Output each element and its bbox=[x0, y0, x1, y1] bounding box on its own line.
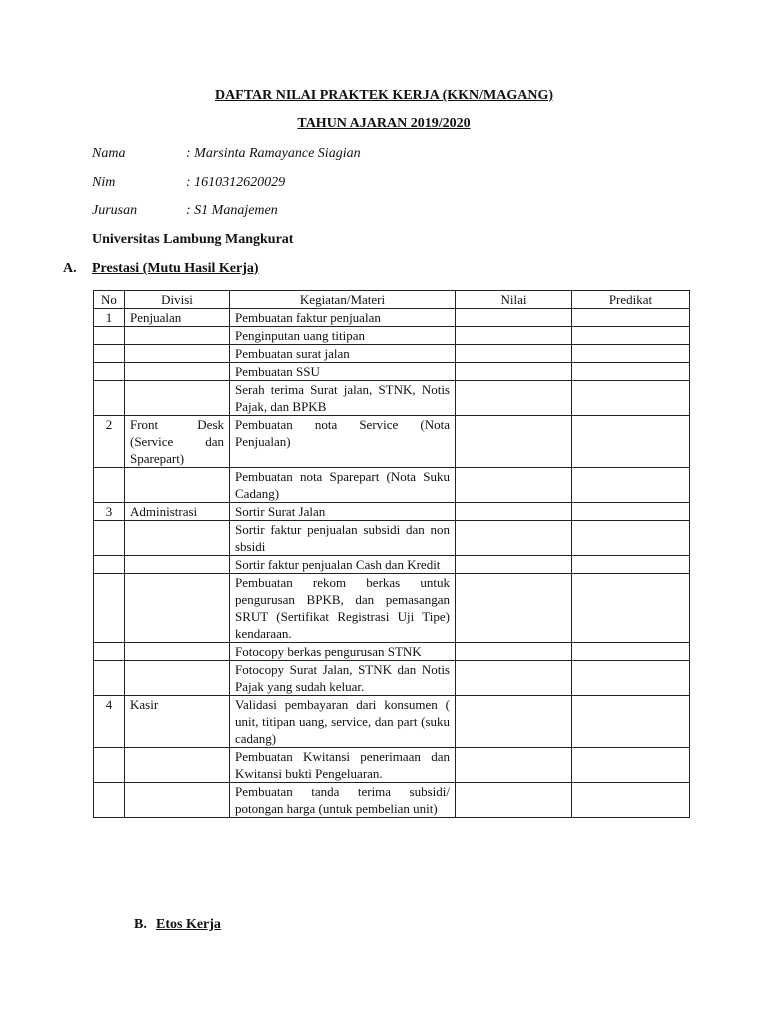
cell-predikat[interactable] bbox=[572, 327, 690, 345]
table-row bbox=[94, 503, 690, 521]
cell-divisi bbox=[125, 381, 230, 416]
cell-divisi bbox=[125, 345, 230, 363]
cell-kegiatan: Fotocopy berkas pengurusan STNK bbox=[230, 643, 456, 661]
cell-nilai[interactable] bbox=[456, 696, 572, 748]
cell-divisi bbox=[125, 661, 230, 696]
cell-no: 3 bbox=[94, 503, 125, 521]
table-row bbox=[94, 521, 690, 556]
cell-no bbox=[94, 521, 125, 556]
cell-no bbox=[94, 574, 125, 643]
cell-no bbox=[94, 381, 125, 416]
section-number: A. bbox=[63, 261, 77, 276]
cell-no: 2 bbox=[94, 416, 125, 468]
info-row-nama bbox=[92, 146, 361, 162]
info-label: Nama bbox=[92, 146, 126, 161]
cell-predikat[interactable] bbox=[572, 521, 690, 556]
cell-kegiatan: Pembuatan nota Service (Nota Penjualan) bbox=[230, 416, 456, 468]
cell-divisi bbox=[125, 468, 230, 503]
cell-no: 4 bbox=[94, 696, 125, 748]
cell-kegiatan: Pembuatan faktur penjualan bbox=[230, 309, 456, 327]
cell-predikat[interactable] bbox=[572, 309, 690, 327]
university-name: Universitas Lambung Mangkurat bbox=[92, 232, 294, 247]
cell-nilai[interactable] bbox=[456, 521, 572, 556]
cell-no bbox=[94, 327, 125, 345]
cell-nilai[interactable] bbox=[456, 327, 572, 345]
cell-nilai[interactable] bbox=[456, 643, 572, 661]
cell-divisi bbox=[125, 643, 230, 661]
info-value: : S1 Manajemen bbox=[186, 203, 278, 218]
cell-nilai[interactable] bbox=[456, 503, 572, 521]
section-number: B. bbox=[134, 917, 147, 932]
cell-divisi: Kasir bbox=[125, 696, 230, 748]
cell-divisi bbox=[125, 783, 230, 818]
table-row bbox=[94, 748, 690, 783]
cell-no bbox=[94, 363, 125, 381]
cell-kegiatan: Serah terima Surat jalan, STNK, Notis Pajak, dan BPKB bbox=[230, 381, 456, 416]
table-row bbox=[94, 696, 690, 748]
cell-no bbox=[94, 556, 125, 574]
cell-nilai[interactable] bbox=[456, 309, 572, 327]
cell-kegiatan: Pembuatan surat jalan bbox=[230, 345, 456, 363]
cell-predikat[interactable] bbox=[572, 381, 690, 416]
table-row bbox=[94, 661, 690, 696]
table-row bbox=[94, 643, 690, 661]
cell-predikat[interactable] bbox=[572, 363, 690, 381]
cell-no bbox=[94, 661, 125, 696]
document-title: DAFTAR NILAI PRAKTEK KERJA (KKN/MAGANG) bbox=[214, 88, 554, 103]
cell-nilai[interactable] bbox=[456, 661, 572, 696]
cell-divisi: Front Desk (Service dan Sparepart) bbox=[125, 416, 230, 468]
cell-predikat[interactable] bbox=[572, 748, 690, 783]
cell-divisi bbox=[125, 327, 230, 345]
cell-nilai[interactable] bbox=[456, 556, 572, 574]
cell-no bbox=[94, 643, 125, 661]
section-label: Prestasi (Mutu Hasil Kerja) bbox=[92, 261, 259, 276]
cell-no bbox=[94, 345, 125, 363]
cell-kegiatan: Pembuatan Kwitansi penerimaan dan Kwitansi bukti Pengeluaran. bbox=[230, 748, 456, 783]
table-row bbox=[94, 556, 690, 574]
cell-no bbox=[94, 468, 125, 503]
cell-nilai[interactable] bbox=[456, 363, 572, 381]
header-kegiatan: Kegiatan/Materi bbox=[230, 291, 456, 309]
table-row bbox=[94, 468, 690, 503]
cell-nilai[interactable] bbox=[456, 574, 572, 643]
cell-nilai[interactable] bbox=[456, 381, 572, 416]
cell-predikat[interactable] bbox=[572, 661, 690, 696]
cell-divisi bbox=[125, 521, 230, 556]
header-no: No bbox=[94, 291, 125, 309]
cell-nilai[interactable] bbox=[456, 345, 572, 363]
cell-kegiatan: Fotocopy Surat Jalan, STNK dan Notis Pajak yang sudah keluar. bbox=[230, 661, 456, 696]
cell-divisi bbox=[125, 363, 230, 381]
cell-predikat[interactable] bbox=[572, 574, 690, 643]
cell-divisi bbox=[125, 748, 230, 783]
table-row bbox=[94, 416, 690, 468]
table-row bbox=[94, 574, 690, 643]
cell-kegiatan: Pembuatan SSU bbox=[230, 363, 456, 381]
info-row-jurusan bbox=[92, 203, 278, 219]
cell-predikat[interactable] bbox=[572, 468, 690, 503]
cell-predikat[interactable] bbox=[572, 696, 690, 748]
table-row bbox=[94, 783, 690, 818]
cell-no: 1 bbox=[94, 309, 125, 327]
cell-kegiatan: Pembuatan rekom berkas untuk pengurusan BPKB, dan pemasangan SRUT (Sertifikat Registrasi Uji Tipe) kendaraan. bbox=[230, 574, 456, 643]
cell-kegiatan: Validasi pembayaran dari konsumen ( unit, titipan uang, service, dan part (suku cadang) bbox=[230, 696, 456, 748]
cell-nilai[interactable] bbox=[456, 416, 572, 468]
academic-year: TAHUN AJARAN 2019/2020 bbox=[297, 116, 471, 131]
cell-divisi: Administrasi bbox=[125, 503, 230, 521]
cell-divisi: Penjualan bbox=[125, 309, 230, 327]
table-row bbox=[94, 327, 690, 345]
cell-kegiatan: Pembuatan nota Sparepart (Nota Suku Cadang) bbox=[230, 468, 456, 503]
cell-kegiatan: Pembuatan tanda terima subsidi/ potongan harga (untuk pembelian unit) bbox=[230, 783, 456, 818]
info-label: Nim bbox=[92, 175, 116, 190]
table-row bbox=[94, 381, 690, 416]
cell-kegiatan: Penginputan uang titipan bbox=[230, 327, 456, 345]
cell-predikat[interactable] bbox=[572, 416, 690, 468]
cell-nilai[interactable] bbox=[456, 748, 572, 783]
info-value: : Marsinta Ramayance Siagian bbox=[186, 146, 361, 161]
cell-no bbox=[94, 783, 125, 818]
cell-predikat[interactable] bbox=[572, 783, 690, 818]
section-label: Etos Kerja bbox=[156, 917, 221, 932]
cell-divisi bbox=[125, 556, 230, 574]
cell-kegiatan: Sortir faktur penjualan Cash dan Kredit bbox=[230, 556, 456, 574]
info-label: Jurusan bbox=[92, 203, 138, 218]
cell-predikat[interactable] bbox=[572, 503, 690, 521]
section-b-heading bbox=[134, 917, 221, 933]
table-header-row bbox=[94, 291, 690, 309]
header-nilai: Nilai bbox=[456, 291, 572, 309]
grades-table bbox=[93, 290, 690, 818]
table-row bbox=[94, 345, 690, 363]
section-a-heading bbox=[63, 261, 259, 277]
cell-divisi bbox=[125, 574, 230, 643]
header-predikat: Predikat bbox=[572, 291, 690, 309]
header-divisi: Divisi bbox=[125, 291, 230, 309]
info-row-nim bbox=[92, 175, 285, 191]
cell-no bbox=[94, 748, 125, 783]
cell-kegiatan: Sortir Surat Jalan bbox=[230, 503, 456, 521]
info-value: : 1610312620029 bbox=[186, 175, 286, 190]
cell-nilai[interactable] bbox=[456, 468, 572, 503]
cell-predikat[interactable] bbox=[572, 345, 690, 363]
table-row bbox=[94, 363, 690, 381]
table-row bbox=[94, 309, 690, 327]
cell-kegiatan: Sortir faktur penjualan subsidi dan non sbsidi bbox=[230, 521, 456, 556]
cell-nilai[interactable] bbox=[456, 783, 572, 818]
cell-predikat[interactable] bbox=[572, 556, 690, 574]
cell-predikat[interactable] bbox=[572, 643, 690, 661]
